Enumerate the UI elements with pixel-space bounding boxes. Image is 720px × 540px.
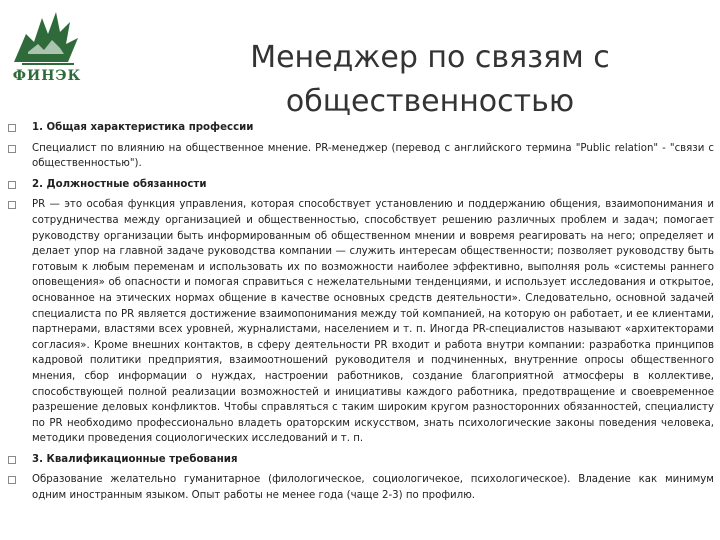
- list-item: [8, 452, 714, 468]
- list-item: [8, 472, 714, 503]
- item-text: Специалист по влиянию на общественное мнение. PR-менеджер (перевод с английского термина "Public relation" - "связи с общественностью").: [32, 142, 714, 170]
- logo-text: ФИНЭК: [12, 68, 82, 84]
- square-bullet-icon: [8, 145, 16, 153]
- list-item: [8, 120, 714, 136]
- square-bullet-icon: [8, 201, 16, 209]
- item-text: Образование желательно гуманитарное (филологическое, социологичекое, психологическое). Владение как минимум одним иностранным языком. Опыт работы не менее года (чаще 2-3) по профилю.: [32, 474, 714, 502]
- list-item: [8, 177, 714, 193]
- page-title: Менеджер по связям с общественностью: [250, 40, 610, 120]
- finek-logo: [4, 4, 90, 90]
- square-bullet-icon: [8, 476, 16, 484]
- square-bullet-icon: [8, 181, 16, 189]
- square-bullet-icon: [8, 124, 16, 132]
- square-bullet-icon: [8, 456, 16, 464]
- list-item: [8, 197, 714, 447]
- item-text: 2. Должностные обязанности: [32, 178, 207, 190]
- list-item: [8, 141, 714, 172]
- griffin-emblem-icon: [4, 4, 90, 68]
- item-text: 3. Квалификационные требования: [32, 453, 238, 465]
- item-text: 1. Общая характеристика профессии: [32, 122, 254, 133]
- content-list: [8, 120, 714, 509]
- item-text: PR — это особая функция управления, которая способствует установлению и поддержанию общения, взаимопонимания и сотрудничества между организацией и общественностью, способствует решению различных проблем и задач; помогает руководству организации быть информированным об общественном мнении и вовремя реагировать на него; определяет и делает упор на главной задаче руководства компании — служить интересам общественности; позволяет руководству быть готовым к любым переменам и использовать их по возможности наиболее эффективно, выполняя роль «системы раннего оповещения» об опасности и помогая справиться с нежелательными тенденциями, и использует исследования и открытое, основанное на этических нормах общение в качестве основных средств деятельности». Следовательно, основной задачей специалиста по PR является достижение взаимопонимания между той компанией, на которую он работает, и ее клиентами, партнерами, властями всех уровней, журналистами, населением и т. п. Иногда PR-специалистов называют «архитекторами согласия». Кроме внешних контактов, в сферу деятельности PR входит и работа внутри компании: разработка принципов кадровой политики предприятия, взаимоотношений руководителя и подчиненных, внутренние опросы общественного мнения, сбор информации о нуждах, настроении работников, создание благоприятной атмосферы в коллективе, способствующей полной реализации возможностей и инициативы каждого работника, предотвращение и своевременное разрешение деловых конфликтов. Чтобы справляться с таким широким кругом разносторонних обязанностей, специалисту по PR необходимо профессионально владеть ораторским искусством, знать психологические законы поведения человека, методики проведения социологических исследований и т. п.: [32, 199, 714, 445]
